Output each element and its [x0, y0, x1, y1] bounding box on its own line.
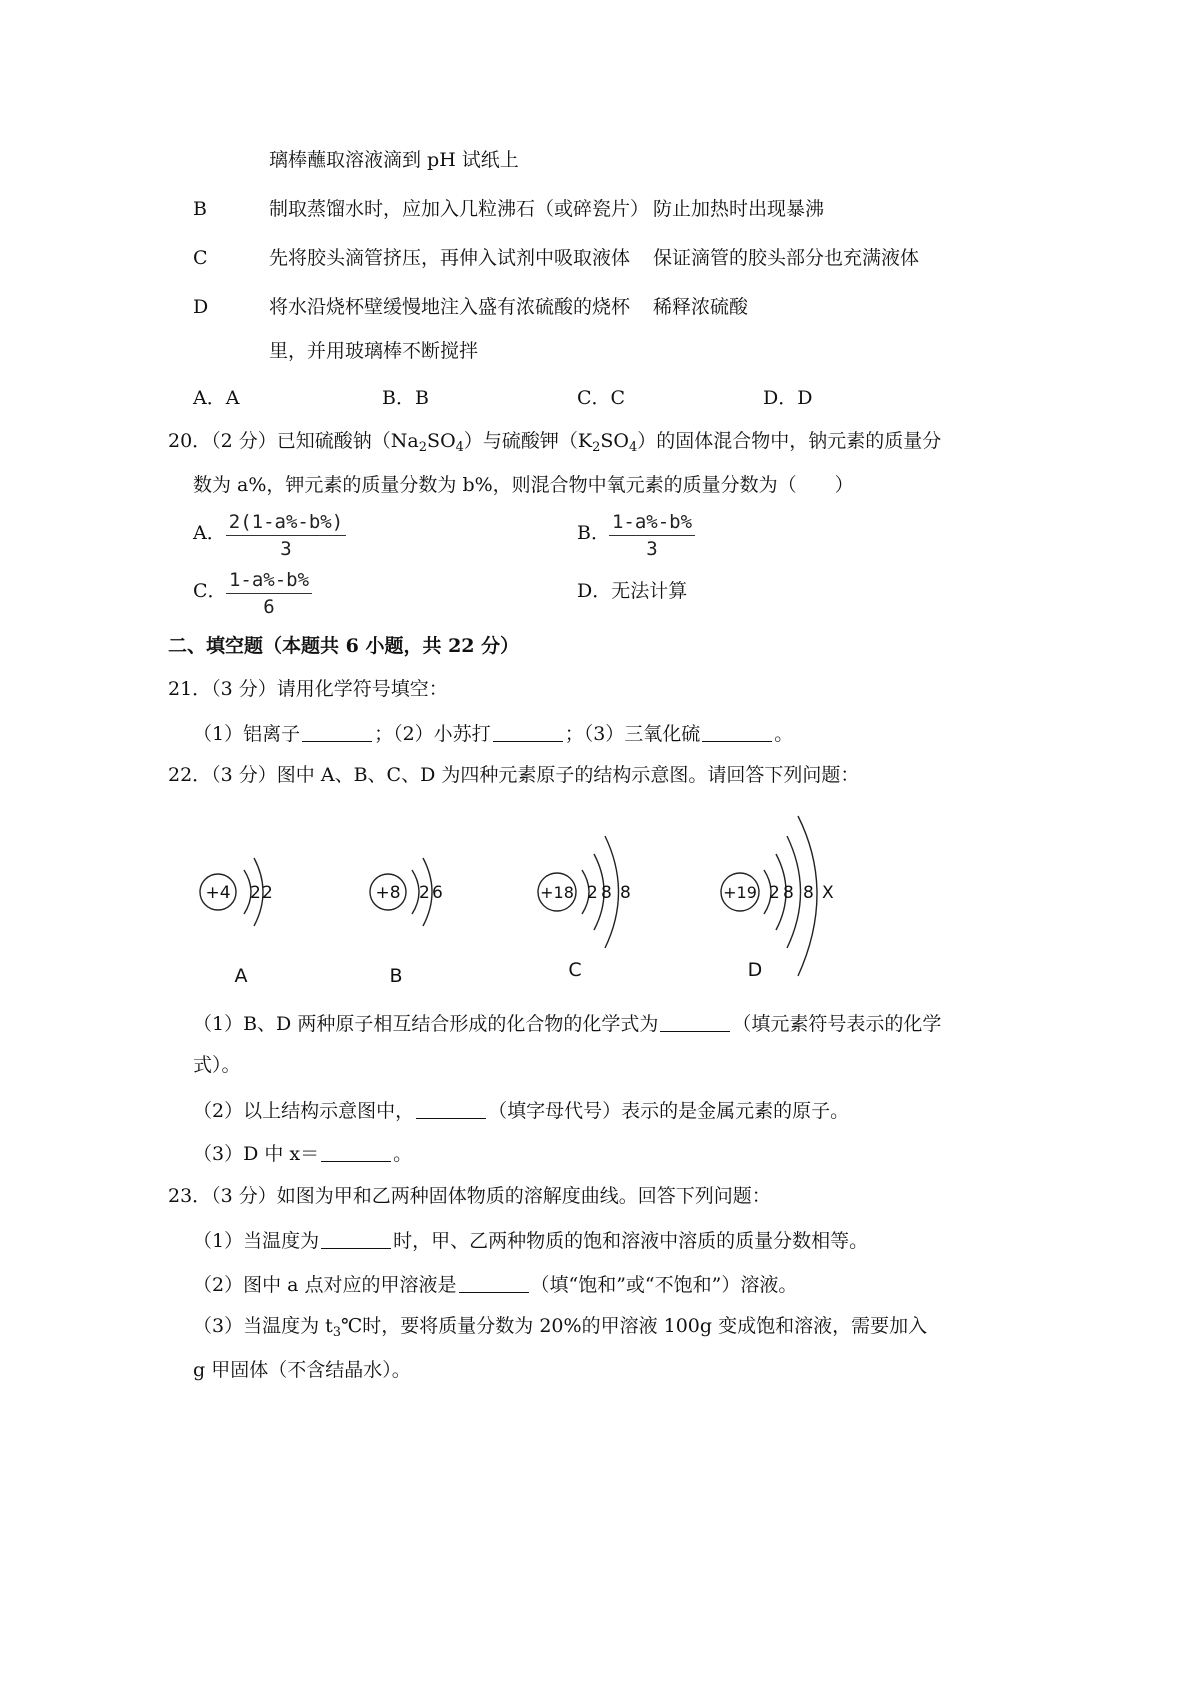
answer-blank	[459, 1274, 529, 1293]
atom-a-label: A	[234, 965, 248, 987]
atom-d-shell-3: 8	[803, 883, 814, 903]
q21-stem: 21．（3 分）请用化学符号填空：	[168, 678, 448, 700]
answer-blank	[321, 1143, 391, 1162]
atom-d-label: D	[747, 959, 763, 981]
row-c-label: C	[193, 247, 208, 269]
q20-option-c-fraction	[226, 569, 312, 618]
q20-option-a-label: A．	[193, 522, 226, 544]
q22-stem: 22．（3 分）图中 A、B、C、D 为四种元素原子的结构示意图。请回答下列问题：	[168, 764, 860, 786]
row-b-label: B	[193, 198, 207, 220]
atom-c-shell-1: 2	[587, 883, 598, 903]
row-d-operation: 将水沿烧杯壁缓慢地注入盛有浓硫酸的烧杯	[269, 296, 631, 318]
q20-option-b-fraction	[609, 511, 695, 560]
q21-parts: （1）铝离子 ；（2）小苏打 ；（3）三氧化硫 。	[193, 723, 794, 745]
answer-blank	[660, 1013, 730, 1032]
fraction-denominator: 3	[280, 538, 292, 560]
atom-b-shell-2: 6	[432, 883, 443, 903]
row-b-purpose: 防止加热时出现暴沸	[653, 198, 825, 220]
fraction-numerator: 1-a%-b%	[226, 569, 312, 594]
answer-blank	[702, 723, 772, 742]
q20-stem-line1: 20．（2 分）已知硫酸钠$(Na_2SO_4)$与硫酸钾$(K_2SO_4)$的固体混合物中，钠元素的质量分	[168, 430, 942, 455]
atom-d-shell-4: X	[822, 883, 834, 903]
fraction-denominator: 6	[263, 596, 275, 618]
q19-option-a: A．A	[193, 387, 240, 409]
atomic-structure-diagrams	[0, 806, 1200, 1006]
atom-b-nucleus: +8	[375, 883, 401, 903]
fraction-denominator: 3	[646, 538, 658, 560]
answer-blank	[416, 1100, 486, 1119]
atom-c-shell-2: 8	[601, 883, 612, 903]
q23-sub3-cont: g 甲固体（不含结晶水）。	[193, 1359, 411, 1381]
row-d-operation-line2: 里，并用玻璃棒不断搅拌	[269, 340, 479, 362]
row-c-purpose: 保证滴管的胶头部分也充满液体	[653, 247, 920, 269]
q22-sub3: （3）D 中 x＝ 。	[193, 1143, 413, 1165]
fraction-numerator: 1-a%-b%	[609, 511, 695, 536]
atom-a-nucleus: +4	[205, 883, 231, 903]
answer-blank	[321, 1230, 391, 1249]
q20-stem-line2: 数为 a%，钾元素的质量分数为 b%，则混合物中氧元素的质量分数为（ ）	[193, 474, 854, 496]
row-a-operation-continuation: 璃棒蘸取溶液滴到 pH 试纸上	[269, 149, 519, 171]
row-c-operation: 先将胶头滴管挤压，再伸入试剂中吸取液体	[269, 247, 631, 269]
q20-option-a-fraction	[226, 511, 346, 560]
q19-option-b: B．B	[382, 387, 429, 409]
atom-a-shell-2: 2	[262, 883, 273, 903]
q22-sub1: （1）B、D 两种原子相互结合形成的化合物的化学式为 （填元素符号表示的化学	[193, 1013, 942, 1035]
atom-c-label: C	[568, 959, 582, 981]
q23-sub3: （3）当温度为 $t_3℃$时，要将质量分数为 20%的甲溶液 100g 变成饱和溶液，需要加入	[193, 1315, 928, 1340]
answer-blank	[493, 723, 563, 742]
row-d-purpose: 稀释浓硫酸	[653, 296, 749, 318]
atom-b-label: B	[389, 965, 403, 987]
row-d-label: D	[193, 296, 209, 318]
q20-option-c-label: C．	[193, 580, 227, 602]
q23-sub1: （1）当温度为 时，甲、乙两种物质的饱和溶液中溶质的质量分数相等。	[193, 1230, 869, 1252]
atom-d-shell-2: 8	[783, 883, 794, 903]
atom-d-nucleus: +19	[723, 883, 757, 902]
fraction-numerator: 2(1-a%-b%)	[226, 511, 346, 536]
atom-a-shell-1: 2	[250, 883, 261, 903]
atom-d-shell-1: 2	[769, 883, 780, 903]
q19-option-d: D．D	[763, 387, 813, 409]
atom-c-shell-3: 8	[620, 883, 631, 903]
atom-c-nucleus: +18	[540, 883, 574, 902]
q20-option-b-label: B．	[577, 522, 610, 544]
atom-b-shell-1: 2	[419, 883, 430, 903]
row-b-operation: 制取蒸馏水时，应加入几粒沸石（或碎瓷片）	[269, 198, 650, 220]
q22-sub1-cont: 式）。	[193, 1054, 241, 1076]
section-title: 二、填空题（本题共 6 小题，共 22 分）	[168, 635, 520, 657]
q19-option-c: C．C	[577, 387, 626, 409]
q23-sub2: （2）图中 a 点对应的甲溶液是 （填“饱和”或“不饱和”）溶液。	[193, 1274, 798, 1296]
q20-option-d: D．无法计算	[577, 580, 688, 602]
q23-stem: 23．（3 分）如图为甲和乙两种固体物质的溶解度曲线。回答下列问题：	[168, 1185, 771, 1207]
answer-blank	[302, 723, 372, 742]
q22-sub2: （2）以上结构示意图中， （填字母代号）表示的是金属元素的原子。	[193, 1100, 850, 1122]
